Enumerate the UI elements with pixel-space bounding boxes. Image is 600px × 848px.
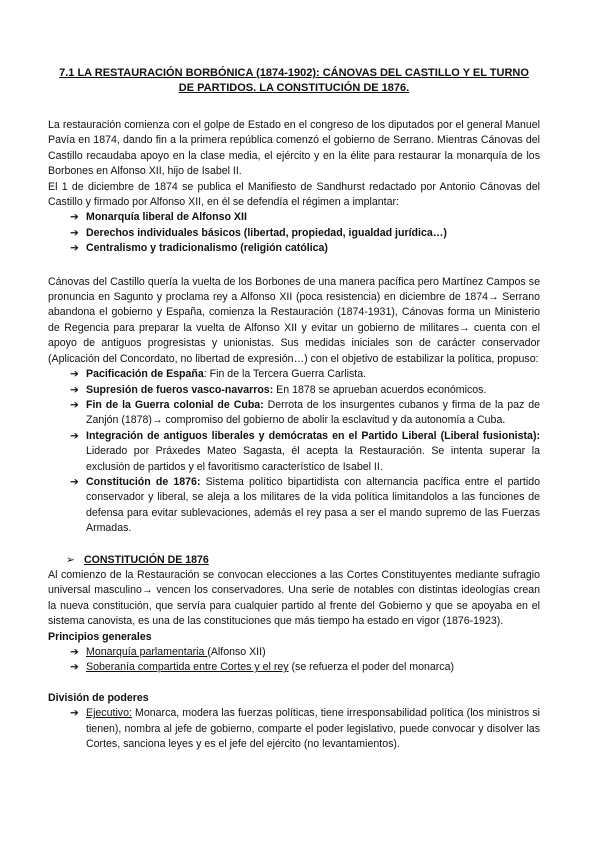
list-item: ➔ Fin de la Guerra colonial de Cuba: Derrota de los insurgentes cubanos y firma de la paz de Zanjón (1878)→ compromiso del gobierno de abolir la esclavitud y da autonomía a Cuba.: [70, 398, 540, 427]
arrow-icon: ➔: [70, 383, 79, 396]
measures-list: [48, 367, 540, 536]
canovas-paragraph: Cánovas del Castillo quería la vuelta de los Borbones de una manera pacífica pero Martínez Campos se pronuncia en Sagunto y proclama rey a Alfonso XII (poca resistencia) en diciembre de 1874→ Serrano abandona el gobierno y España, comienza la Restauración (1874-1931), Cánovas forma un Ministerio de Regencia para preparar la vuelta de Alfonso XII y evitar un gobierno de militares→ cuenta con el apoyo de antiguos progresistas y unionistas. Sus medidas iniciales son de carácter conservador (Aplicación del Concordato, no libertad de expresión…) con el objetivo de estabilizar la política, propuso:: [48, 275, 540, 365]
list-item: ➔ Centralismo y tradicionalismo (religión católica): [74, 241, 540, 256]
section-heading-constitucion: ➢ CONSTITUCIÓN DE 1876: [48, 553, 540, 568]
list-item: ➔ Derechos individuales básicos (libertad, propiedad, igualdad jurídica…): [74, 226, 540, 241]
list-item: ➔ Monarquía liberal de Alfonso XII: [74, 210, 540, 225]
arrow-icon: ➔: [70, 646, 79, 658]
list-item: ➔ Supresión de fueros vasco-navarros: En 1878 se aprueban acuerdos económicos.: [74, 383, 540, 398]
list-item: ➔ Constitución de 1876: Sistema político bipartidista con alternancia pacífica entre el partido conservador y liberal, se aleja a los militares de la vida política limitandolos a las funciones de defensa para evitar sublevaciones, además el rey pasa a ser el mando supremo de las Fuerzas Armadas.: [70, 475, 540, 535]
list-item: ➔ Soberanía compartida entre Cortes y el rey (se refuerza el poder del monarca): [74, 660, 540, 675]
list-item: ➔ Pacificación de España: Fin de la Tercera Guerra Carlista.: [74, 367, 540, 382]
arrow-icon: ➔: [70, 242, 79, 255]
division-list: [48, 706, 540, 752]
intro-paragraph-2: El 1 de diciembre de 1874 se publica el Manifiesto de Sandhurst redactado por Antonio Cánovas del Castillo y firmado por Alfonso XII, en él se defendía el régimen a implantar:: [48, 180, 540, 209]
arrow-icon: ➔: [70, 475, 79, 488]
principios-heading: Principios generales: [48, 630, 152, 643]
arrow-icon: ➔: [70, 398, 79, 411]
list-item: ➔ Monarquía parlamentaria (Alfonso XII): [74, 645, 540, 660]
title-line-1: 7.1 LA RESTAURACIÓN BORBÓNICA (1874-1902): CÁNOVAS DEL CASTILLO Y EL TURNO: [59, 67, 529, 79]
arrow-icon: ➔: [70, 429, 79, 442]
page-title: [58, 66, 530, 96]
manifesto-list: [48, 210, 540, 256]
principios-list: [48, 645, 540, 676]
arrow-icon: ➔: [70, 368, 79, 381]
division-heading: División de poderes: [48, 691, 149, 704]
triangle-arrow-icon: ➢: [66, 553, 75, 566]
intro-paragraph-1: La restauración comienza con el golpe de Estado en el congreso de los diputados por el general Manuel Pavía en 1874, dando fin a la primera república comenzó el gobierno de Serrano. Mientras Cánovas del Castillo recaudaba apoyo en la clase media, el ejército y en la élite para restaurar la monarquía de los Borbones en Alfonso XII, hijo de Isabel II.: [48, 119, 540, 178]
arrow-icon: ➔: [70, 661, 79, 674]
arrow-icon: ➔: [70, 211, 79, 224]
arrow-icon: ➔: [70, 707, 79, 720]
arrow-icon: ➔: [70, 226, 79, 239]
list-item: ➔ Ejecutivo: Monarca, modera las fuerzas políticas, tiene irresponsabilidad política (los ministros si tienen), nombra al jefe de gobierno, comparte el poder legislativo, puede convocar y disolver las Cortes, sanciona leyes y es el jefe del ejército (no levantamientos).: [70, 707, 540, 751]
document-page: [48, 66, 540, 752]
constitucion-paragraph: Al comienzo de la Restauración se convocan elecciones a las Cortes Constituyentes mediante sufragio universal masculino→ vencen los conservadores. Una serie de notables con distintas ideologías crean la nueva constitución, que servía para cualquier partido al frente del Gobierno y que se apoyaba en el sistema canovista, es una de las constituciones que más tiempo ha estado en vigor (1876-1923).: [48, 568, 540, 628]
title-line-2: DE PARTIDOS. LA CONSTITUCIÓN DE 1876.: [178, 82, 410, 94]
list-item: ➔ Integración de antiguos liberales y demócratas en el Partido Liberal (Liberal fusionista): Liderado por Práxedes Mateo Sagasta, él acepta la Restauración. Se intenta superar la exclusión de partidos y el favoritismo característico de Isabel II.: [70, 429, 540, 473]
